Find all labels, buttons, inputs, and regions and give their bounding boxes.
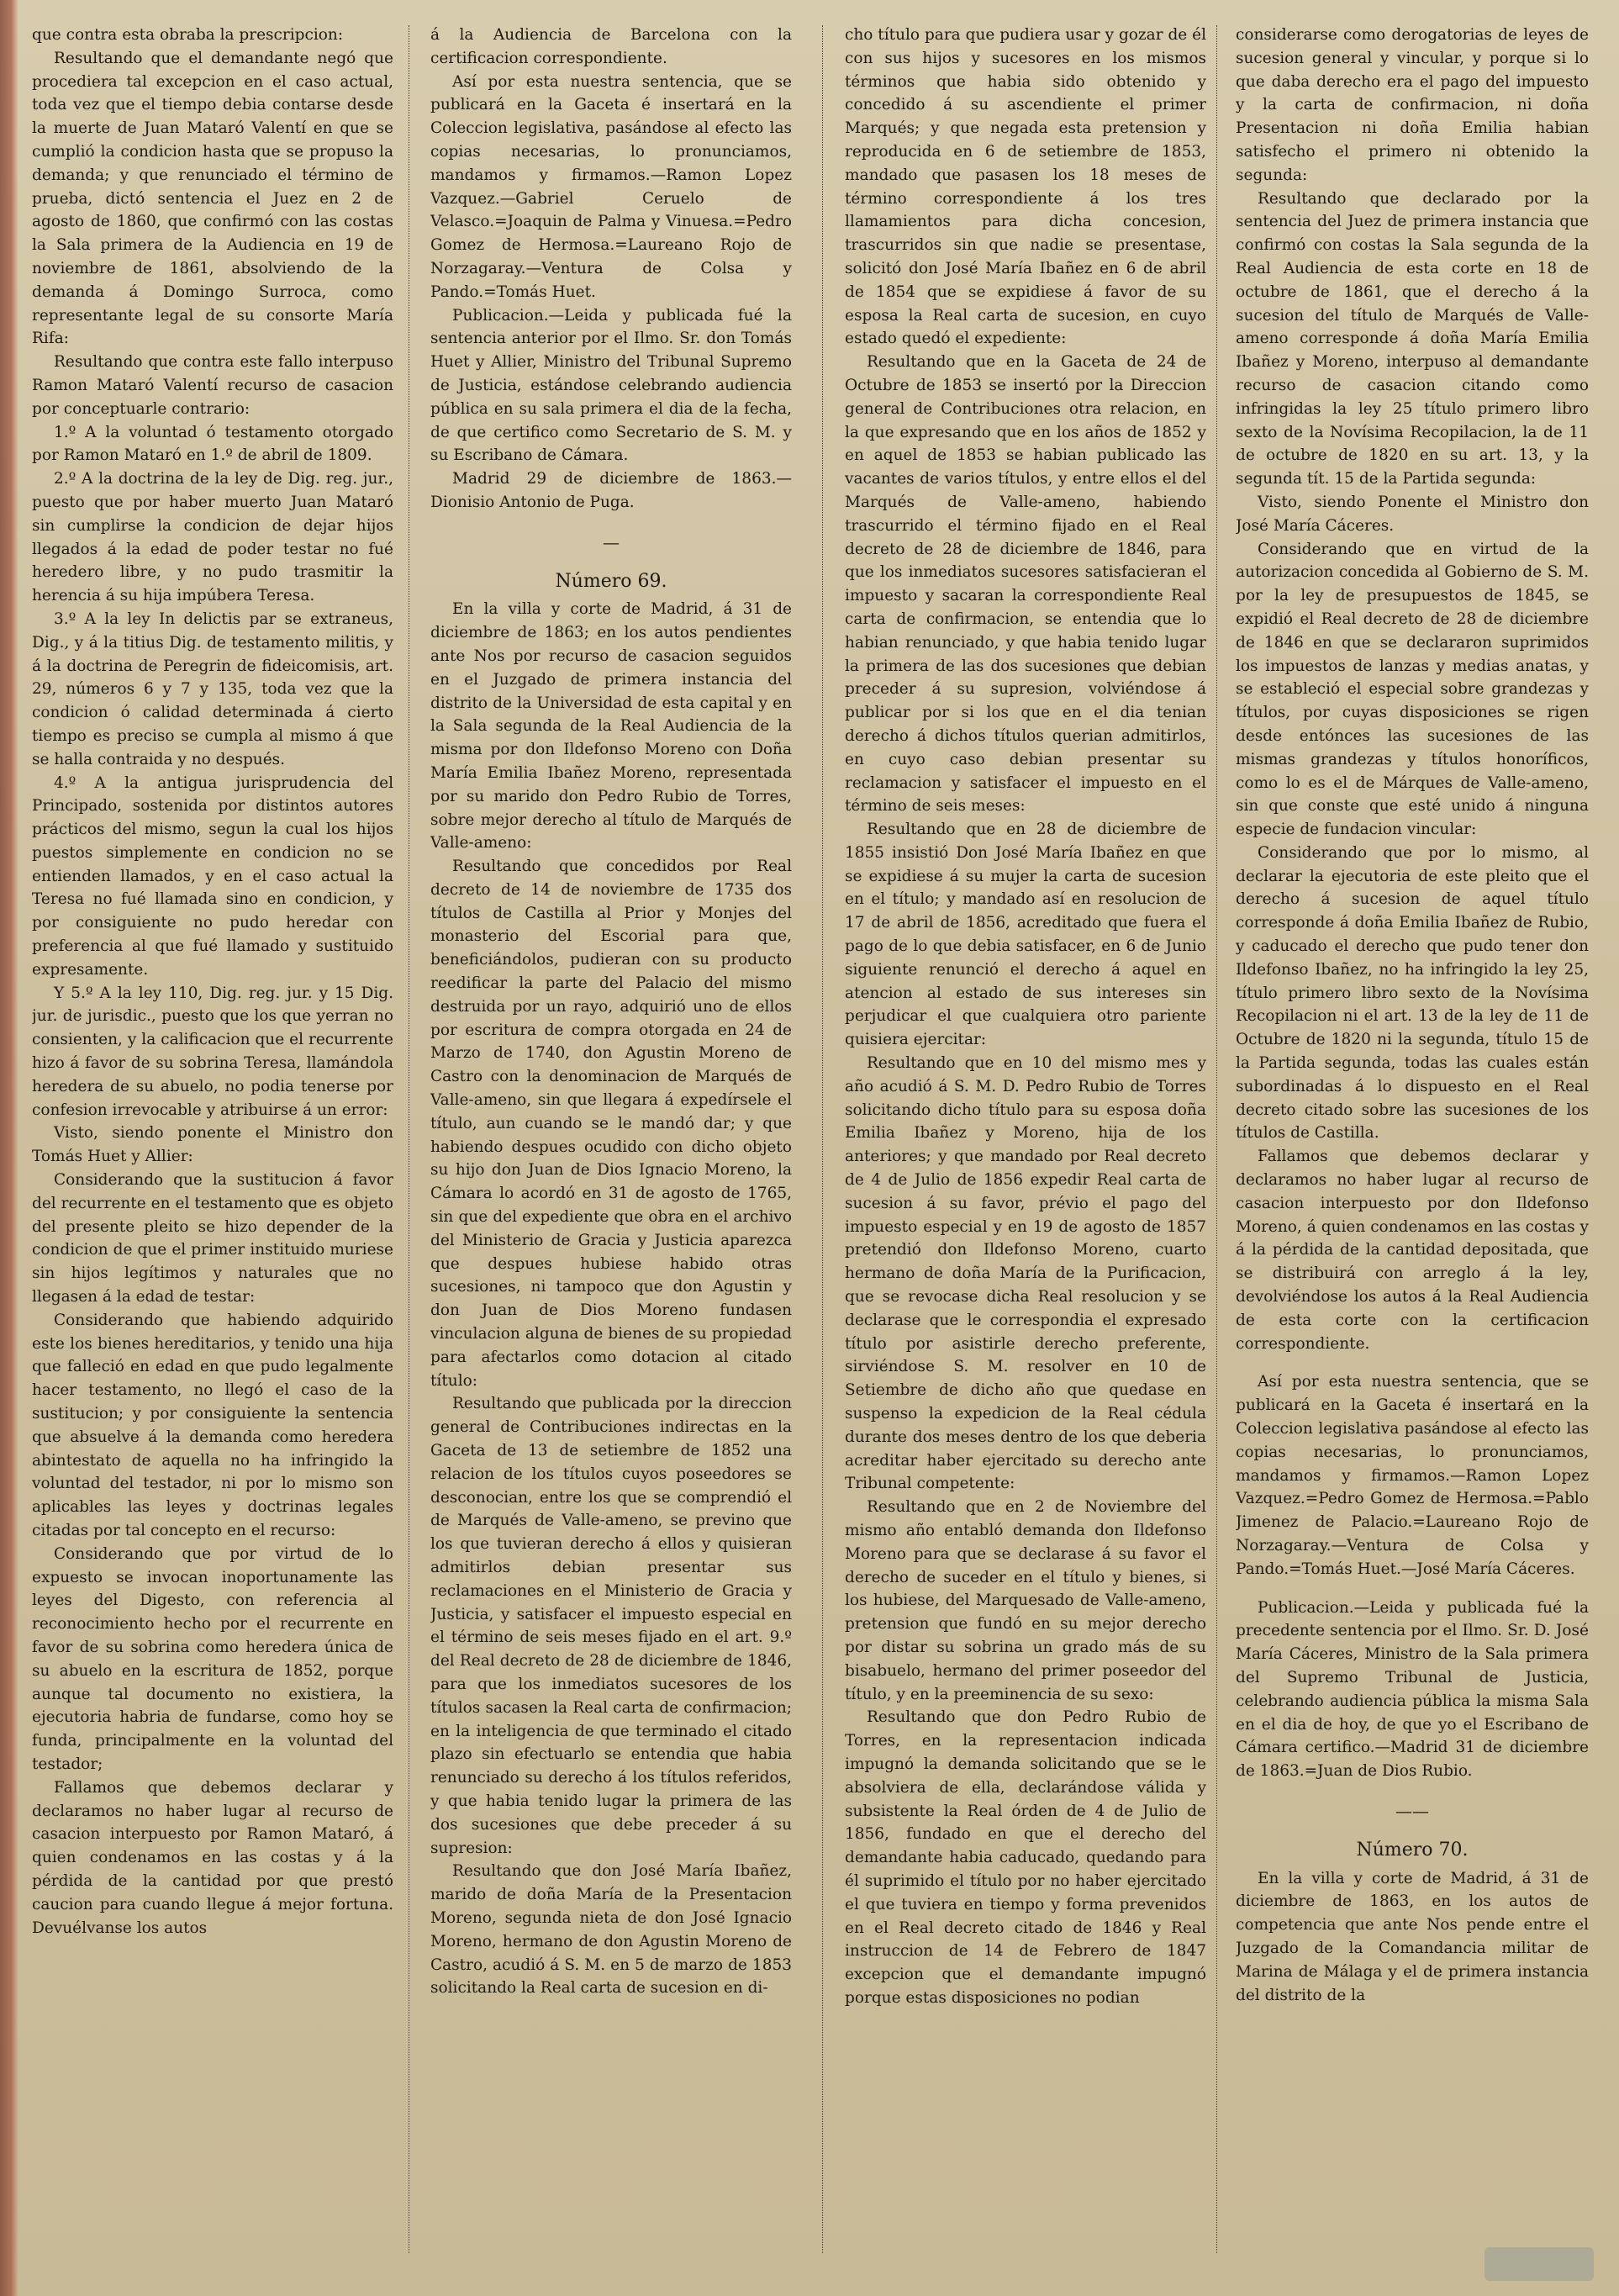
paragraph: En la villa y corte de Madrid, á 31 de diciembre de 1863; en los autos pendientes ante Nos por recurso de casacion seguidos en el Juzgado de primera instancia del distrito de la Universidad de esta capital y en la Sala segunda de la Real Audiencia de la misma por don Ildefonso Moreno con Doña María Emilia Ibañez Moreno, representada por su marido don Pedro Rubio de Torres, sobre mejor derecho al título de Marqués de Valle-ameno:: [430, 600, 792, 852]
paragraph: que contra esta obraba la prescripcion:: [32, 26, 344, 44]
paragraph: Considerando que habiendo adquirido este los bienes hereditarios, y tenido una hija que falleció en edad en que pudo legalmente hacer testamento, no llegó el caso de la sustitucion; y por consiguiente la sentencia que absuelve á la demanda como heredera abintestato de aquella no ha infringido la voluntad del testador, ni por lo mismo son aplicables las leyes y doctrinas legales citadas por tal concepto en el recurso:: [32, 1311, 393, 1539]
paragraph: Resultando que en 2 de Noviembre del mismo año entabló demanda don Ildefonso Moreno para que se declarase á su favor el derecho de suceder en el título y bienes, si los hubiese, del Marquesado de Valle-ameno, pretension que fundó en su mejor derecho por distar su sobrina un grado más de su bisabuelo, hermano del primer poseedor del título, y en la preeminencia de su sexo:: [845, 1498, 1206, 1703]
column-rule: [1216, 25, 1217, 2253]
paragraph: Publicacion.—Leida y publicada fué la precedente sentencia por el Ilmo. Sr. D. José María Cáceres, Ministro de la Sala primera del Supremo Tribunal de Justicia, celebrando audiencia pública la misma Sala en el dia de hoy, de que yo el Escribano de Cámara certifico.—Madrid 31 de diciembre de 1863.=Juan de Dios Rubio.: [1236, 1598, 1589, 1781]
paragraph: 4.º A la antigua jurisprudencia del Principado, sostenida por distintos autores prácticos del mismo, segun la cual los hijos puestos simplemente en condicion no se entienden llamados, y en el caso actual la Teresa no fué llamada sino en condicion, y por consiguiente no pudo heredar con preferencia al que fué llamado y sustituido expresamente.: [32, 773, 393, 979]
column-3: [845, 24, 1206, 2277]
paragraph: 2.º A la doctrina de la ley de Dig. reg. jur., puesto que por haber muerto Juan Mataró sin cumplirse la condicion de dejar hijos llegados á la edad de poder testar no fué heredero libre, y no pudo trasmitir la herencia á su hija impúbera Teresa.: [32, 470, 393, 605]
paragraph: cho título para que pudiera usar y gozar de él con sus hijos y sucesores en los mismos términos que habia sido obtenido y concedido á su ascendiente el primer Marqués; y que negada esta pretension y reproducida en 6 de setiembre de 1853, mandado que pasasen los 18 meses de término correspondiente á los tres llamamientos para dicha concesion, trascurridos sin que nadie se presentase, solicitó don José María Ibañez en 6 de abril de 1854 que se expidiese á favor de su esposa la Real carta de sucesion, en cuyo estado quedó el expediente:: [845, 26, 1206, 348]
paragraph: considerarse como derogatorias de leyes de sucesion general y vincular, y porque si lo que daba derecho era el pago del impuesto y la carta de confirmacion, ni doña Presentacion ni doña Emilia habian satisfecho el primero ni obtenido la segunda:: [1236, 26, 1589, 184]
paragraph: Resultando que concedidos por Real decreto de 14 de noviembre de 1735 dos títulos de Castilla al Prior y Monjes del monasterio del Escorial para que, beneficiándolos, pudieran con su producto reedificar la parte del Palacio del mismo destruida por un rayo, adquirió uno de ellos por escritura de compra otorgada en 24 de Marzo de 1740, don Agustin Moreno de Castro con la denominacion de Marqués de Valle-ameno, sin que llegara á expedírsele el título, aun cuando se le mandó dar; y que habiendo despues ocudido con dicho objeto su hijo don Juan de Dios Ignacio Moreno, la Cámara lo acordó en 31 de agosto de 1765, sin que del expediente que obra en el archivo del Ministerio de Gracia y Justicia aparezca que despues hubiese habido otras sucesiones, ni tampoco que don Agustin y don Juan de Dios Moreno fundasen vinculacion alguna de bienes de su propiedad para afectarlos como dotacion al citado título:: [430, 858, 792, 1390]
paragraph: á la Audiencia de Barcelona con la certificacion correspondiente.: [430, 26, 792, 67]
paragraph: Resultando que declarado por la sentencia del Juez de primera instancia que confirmó con costas la Sala segunda de la Real Audiencia de esta corte en 18 de octubre de 1861, que el derecho á la sucesion del título de Marqués de Valle-ameno corresponde á doña María Emilia Ibañez y Moreno, interpuso al demandante recurso de casacion citando como infringidas la ley 25 título primero libro sexto de la Novísima Recopilacion, la de 11 de octubre de 1820 en su art. 13, y la segunda tít. 15 de la Partida segunda:: [1236, 189, 1589, 488]
column-1: [32, 24, 393, 2277]
paragraph: 1.º A la voluntad ó testamento otorgado por Ramon Mataró en 1.º de abril de 1809.: [32, 423, 393, 465]
section-separator: —: [603, 531, 620, 552]
paragraph: Resultando que en la Gaceta de 24 de Octubre de 1853 se insertó por la Direccion general de Contribuciones otra relacion, en la que expresando que en los años de 1852 y en aquel de 1853 se habian publicado las vacantes de varios títulos, y entre ellos el del Marqués de Valle-ameno, habiendo trascurrido el término fijado en el Real decreto de 28 de diciembre de 1846, para que los inmediatos sucesores satisfacieran el impuesto y sacaran la correspondiente Real carta de confirmacion, se entendia que lo habian renunciado, y que habia tenido lugar la primera de las dos sucesiones que debian preceder á su supresion, volviéndose á publicar por si los que en el dia tenian derecho á dichos títulos querian admitirlos, en cuyo caso debian presentar su reclamacion y satisfacer el impuesto en el término de seis meses:: [845, 353, 1206, 815]
page-edge: [0, 0, 18, 2296]
paragraph: Resultando que don José María Ibañez, marido de doña María de la Presentacion Moreno, segunda nieta de don José Ignacio Moreno, hermano de don Agustin Moreno de Castro, acudió á S. M. en 5 de marzo de 1853 solicitando la Real carta de sucesion en di-: [430, 1862, 792, 1998]
column-rule: [822, 25, 823, 2253]
paragraph: Fallamos que debemos declarar y declaramos no haber lugar al recurso de casacion interpuesto por don Ildefonso Moreno, á quien condenamos en las costas y á la pérdida de la cantidad depositada, que se distribuirá con arreglo á la ley, devolviéndose los autos á la Real Audiencia de esta corte con la certificacion correspondiente.: [1236, 1148, 1589, 1353]
paragraph: 3.º A la ley In delictis par se extraneus, Dig., y á la titius Dig. de testamento militis, y á la doctrina de Peregrin de fideicomisis, art. 29, números 6 y 7 y 135, toda vez que la condicion ó calidad determinada á cierto tiempo es preciso se cumpla al mismo á que se halla contraida y no después.: [32, 610, 393, 768]
paragraph: Resultando que en 28 de diciembre de 1855 insistió Don José María Ibañez en que se expidiese á su mujer la carta de sucesion en el título; y mandado así en resolucion de 17 de abril de 1856, acreditado que fuera el pago de lo que debia satisfacer, en 6 de Junio siguiente renunció el derecho á aquel en atencion al estado de sus intereses sin perjudicar el que cualquiera otro pariente quisiera ejercitar:: [845, 821, 1206, 1049]
paragraph: Madrid 29 de diciembre de 1863.—Dionisio Antonio de Puga.: [430, 470, 792, 511]
paragraph: Considerando que la sustitucion á favor del recurrente en el testamento que es objeto del presente pleito se hizo depender de la condicion de que el primer instituido muriese sin hijos legítimos y naturales que no llegasen á la edad de testar:: [32, 1171, 393, 1306]
paragraph: Resultando que en 10 del mismo mes y año acudió á S. M. D. Pedro Rubio de Torres solicitando dicho título para su esposa doña Emilia Ibañez y Moreno, hija de los anteriores; y que mandado por Real decreto de 4 de Julio de 1856 expedir Real carta de sucesion á su favor, prévio el pago del impuesto especial y en 19 de agosto de 1857 pretendió don Ildefonso Moreno, cuarto hermano de doña María de la Purificacion, que se revocase dicha Real resolucion y se declarase que le correspondia el expresado título por asistirle derecho preferente, sirviéndose S. M. resolver en 10 de Setiembre de dicho año que quedase en suspenso la expedicion de la Real cédula durante dos meses dentro de los que deberia acreditar haber ejercitado su derecho ante Tribunal competente:: [845, 1054, 1206, 1493]
section-heading: Número 70.: [1356, 1839, 1469, 1861]
paragraph: Considerando que en virtud de la autorizacion concedida al Gobierno de S. M. por la ley de presupuestos de 1845, se expidió el Real decreto de 28 de diciembre de 1846 en que se declararon suprimidos los impuestos de lanzas y medias anatas, y se estableció el especial sobre grandezas y títulos, por cuyas disposiciones se rigen desde entónces las sucesiones de las mismas grandezas y títulos honoríficos, como lo es el de Márques de Valle-ameno, sin que conste que esté unido á ninguna especie de fundacion vincular:: [1236, 540, 1589, 839]
column-4: [1236, 24, 1589, 2277]
paragraph: Así por esta nuestra sentencia, que se publicará en la Gaceta é insertará en la Coleccion legislativa pasándose al efecto las copias necesarias, lo pronunciamos, mandamos y firmamos.—Ramon Lopez Vazquez.=Pedro Gomez de Hermosa.=Pablo Jimenez de Palacio.=Laureano Rojo de Norzagaray.—Ventura de Colsa y Pando.=Tomás Huet.—José María Cáceres.: [1236, 1373, 1589, 1578]
paragraph: Resultando que contra este fallo interpuso Ramon Mataró Valentí recurso de casacion por conceptuarle contrario:: [32, 353, 393, 418]
paragraph: Considerando que por virtud de lo expuesto se invocan inoportunamente las leyes del Digesto, con referencia al reconocimiento hecho por el recurrente en favor de su sobrina como heredera única de su abuelo en la escritura de 1852, porque aunque tal documento no existiera, la ejecutoria habria de fundarse, como hoy se funda, principalmente en la voluntad del testador;: [32, 1544, 393, 1773]
paragraph: Resultando que publicada por la direccion general de Contribuciones indirectas en la Gaceta de 13 de setiembre de 1852 una relacion de los títulos cuyos poseedores se desconocian, entre los que se comprendió el de Marqués de Valle-ameno, se previno que los que tuvieran derecho á ellos y quisieran admitirlos debian presentar sus reclamaciones en el Ministerio de Gracia y Justicia, y satisfacer el impuesto especial en el término de seis meses fijado en el art. 9.º del Real decreto de 28 de diciembre de 1846, para que los inmediatos sucesores de los títulos sacasen la Real carta de confirmacion; en la inteligencia de que terminado el citado plazo sin efectuarlo se entendia que habia renunciado su derecho á los títulos referidos, y que habia tenido lugar la primera de las dos sucesiones que debe preceder á su supresion:: [430, 1395, 792, 1857]
library-stamp: [1485, 2247, 1594, 2281]
paragraph: Visto, siendo ponente el Ministro don Tomás Huet y Allier:: [32, 1124, 393, 1166]
paragraph: Publicacion.—Leida y publicada fué la sentencia anterior por el Ilmo. Sr. don Tomás Huet y Allier, Ministro del Tribunal Supremo de Justicia, estándose celebrando audiencia pública en su sala primera el dia de la fecha, de que certifico como Secretario de S. M. y su Escribano de Cámara.: [430, 306, 792, 465]
paragraph: Visto, siendo Ponente el Ministro don José María Cáceres.: [1236, 493, 1589, 535]
paragraph: Resultando que el demandante negó que procediera tal excepcion en el caso actual, toda vez que el tiempo debia contarse desde la muerte de Juan Mataró Valentí en que se cumplió la condicion hasta que se propuso la demanda; y que renunciado el término de prueba, dictó sentencia el Juez en 2 de agosto de 1860, que confirmó con las costas la Sala primera de la Audiencia en 19 de noviembre de 1861, absolviendo de la demanda á Domingo Surroca, como representante legal de su consorte María Rifa:: [32, 49, 393, 348]
paragraph: Considerando que por lo mismo, al declarar la ejecutoria de este pleito que el derecho á sucesion de aquel título corresponde á doña Emilia Ibañez de Rubio, y caducado el derecho que pudo tener don Ildefonso Ibañez, no ha infringido la ley 25, título primero libro sexto de la Novísima Recopilacion ni el art. 13 de la ley de 11 de Octubre de 1820 ni la segunda, título 15 de la Partida segunda, todas las cuales están subordinadas á lo dispuesto en el Real decreto citado sobre las sucesiones de los títulos de Castilla.: [1236, 843, 1589, 1143]
section-separator: ——: [1395, 1800, 1429, 1821]
paragraph: Resultando que don Pedro Rubio de Torres, en la representacion indicada impugnó la demanda solicitando que se le absolviera de ella, declarándose válida y subsistente la Real órden de 4 de Julio de 1856, fundado en que el derecho del demandante habia caducado, quedando para él suprimido el título por no haber ejercitado el que tuviera en tiempo y forma prevenidos en el Real decreto citado de 1846 y Real instruccion de 14 de Febrero de 1847 excepcion que el demandante impugnó porque estas disposiciones no podian: [845, 1708, 1206, 2007]
paragraph: Y 5.º A la ley 110, Dig. reg. jur. y 15 Dig. jur. de jurisdic., puesto que los que yerran no consienten, y la calificacion que el recurrente hizo á favor de su sobrina Teresa, llamándola heredera de su abuelo, no podia tenerse por confesion irrevocable y atribuirse á un error:: [32, 984, 393, 1119]
paragraph: Así por esta nuestra sentencia, que se publicará en la Gaceta é insertará en la Coleccion legislativa, pasándose al efecto las copias necesarias, lo pronunciamos, mandamos y firmamos.—Ramon Lopez Vazquez.—Gabriel Ceruelo de Velasco.=Joaquin de Palma y Vinuesa.=Pedro Gomez de Hermosa.=Laureano Rojo de Norzagaray.—Ventura de Colsa y Pando.=Tomás Huet.: [430, 72, 792, 301]
column-2: [430, 24, 792, 2277]
section-heading: Número 69.: [555, 570, 667, 592]
paragraph: Fallamos que debemos declarar y declaramos no haber lugar al recurso de casacion interpuesto por Ramon Mataró, á quien condenamos en las costas y á la pérdida de la cantidad por que prestó caucion para cuando llegue á mejor fortuna. Devuélvanse los autos: [32, 1778, 393, 1937]
paragraph: En la villa y corte de Madrid, á 31 de diciembre de 1863, en los autos de competencia que ante Nos pende entre el Juzgado de la Comandancia militar de Marina de Málaga y el de primera instancia del distrito de la: [1236, 1869, 1589, 2004]
